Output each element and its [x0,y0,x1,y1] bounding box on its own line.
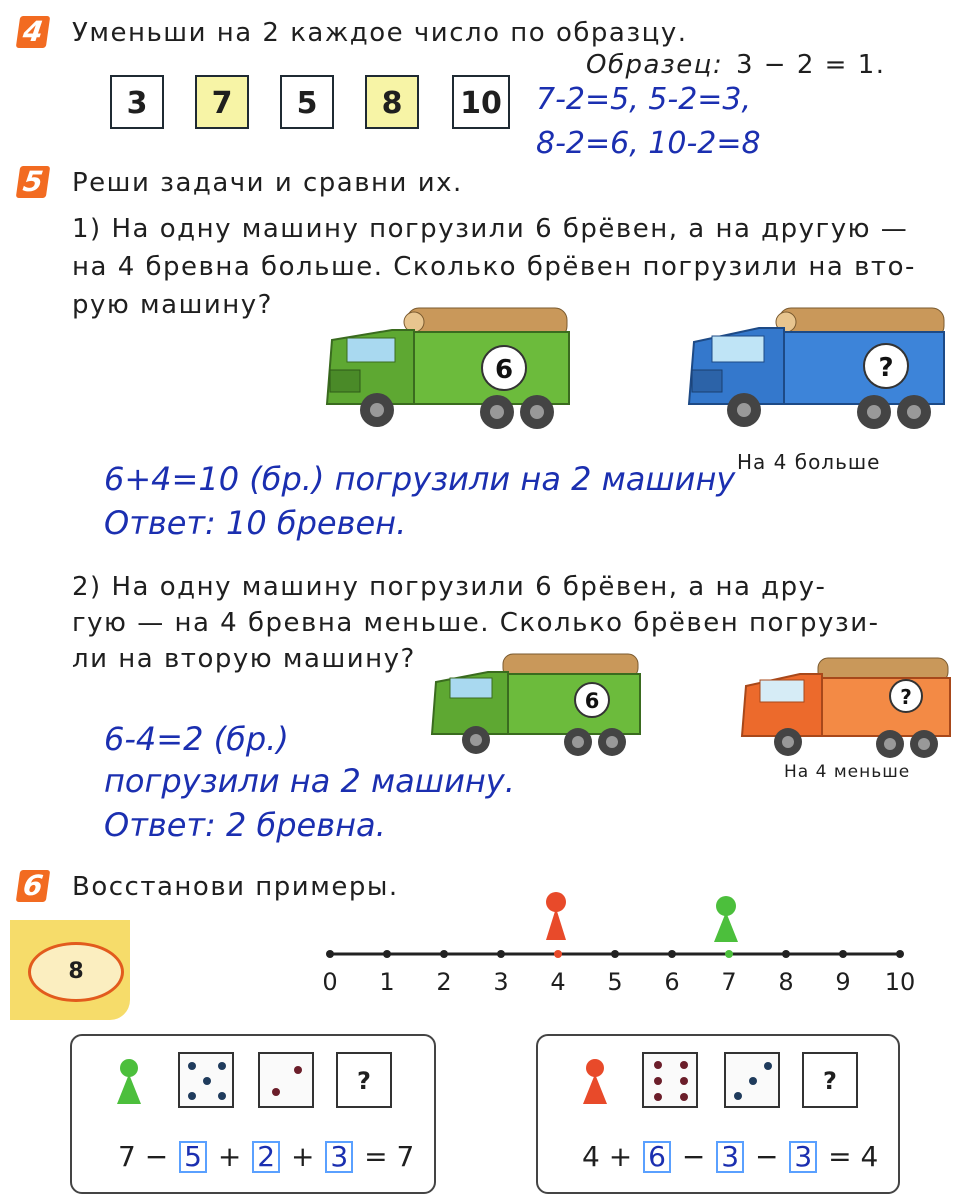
example-card-1 [70,1034,436,1194]
number-box-5: 5 [280,75,334,129]
number-box-3: 3 [110,75,164,129]
number-line-tick [326,950,334,958]
number-line-label: 5 [607,968,623,996]
truck4-label: ? [900,685,912,709]
die-two [258,1052,314,1108]
task6-instruction: Восстанови примеры. [72,872,399,902]
number-line-label: 9 [835,968,851,996]
answer-box[interactable]: 2 [252,1141,280,1173]
green-pawn-icon [714,896,738,942]
red-pawn-icon [546,892,566,940]
answer1-line2: Ответ: 10 бревен. [104,504,407,542]
task-number-6: 6 [16,870,50,902]
task4-instruction: Уменьши на 2 каждое число по образцу. [72,18,688,48]
green-pawn-icon [112,1058,146,1108]
number-line-tick [497,950,505,958]
problem2-line3: ли на вторую машину? [72,644,416,674]
page-tab [10,920,130,1020]
problem2-line2: гую — на 4 бревна меньше. Сколько брёвен погрузи- [72,608,880,638]
answer-box[interactable]: 3 [789,1141,817,1173]
die-three [724,1052,780,1108]
task-number-4: 4 [16,16,50,48]
green-truck-icon [322,300,572,435]
example-expression: 3 − 2 = 1. [736,50,886,80]
equation-2: 4 + 6 − 3 − 3 = 4 [582,1140,879,1173]
answer-box[interactable]: 3 [325,1141,353,1173]
number-line-tick [896,950,904,958]
number-line-label: 7 [721,968,737,996]
blue-truck-icon [684,300,949,435]
number-line-tick [383,950,391,958]
number-line-label: 2 [436,968,452,996]
green-truck-small-icon [428,648,643,760]
answer-box[interactable]: 6 [643,1141,671,1173]
truck2-label: ? [878,353,894,383]
answer2-line1: 6-4=2 (бр.) [104,720,289,758]
die-six [642,1052,698,1108]
number-line-tick [554,950,562,958]
truck3-label: 6 [584,689,600,713]
number-line-label: 3 [493,968,509,996]
number-line [320,888,920,968]
problem1-line1: 1) На одну машину погрузили 6 брёвен, а на другую — [72,214,909,244]
answer-box[interactable]: 5 [179,1141,207,1173]
task4-answer-line2: 8-2=6, 10-2=8 [536,126,761,161]
answer-box[interactable]: 3 [716,1141,744,1173]
number-line-tick [839,950,847,958]
number-line-label: 1 [379,968,395,996]
number-line-tick [611,950,619,958]
example-card-2 [536,1034,900,1194]
caption-less: На 4 меньше [784,762,911,782]
problem1-line3: рую машину? [72,290,273,320]
problem1-line2: на 4 бревна больше. Сколько брёвен погрузили на вто- [72,252,916,282]
number-line-label: 8 [778,968,794,996]
task4-answer-line1: 7-2=5, 5-2=3, [536,82,752,117]
number-line-tick [782,950,790,958]
number-line-tick [668,950,676,958]
number-line-tick [440,950,448,958]
number-box-10: 10 [452,75,510,129]
die-five [178,1052,234,1108]
number-line-label: 6 [664,968,680,996]
answer2-line3: Ответ: 2 бревна. [104,806,386,844]
example-label: Образец: [586,50,724,80]
task5-instruction: Реши задачи и сравни их. [72,168,463,198]
orange-truck-icon [738,652,953,760]
equation-1: 7 − 5 + 2 + 3 = 7 [118,1140,415,1173]
number-line-tick [725,950,733,958]
task-number-5: 5 [16,166,50,198]
truck1-label: 6 [494,355,514,385]
question-box: ? [336,1052,392,1108]
number-line-label: 4 [550,968,566,996]
number-box-8: 8 [365,75,419,129]
red-pawn-icon [578,1058,612,1108]
answer1-line1: 6+4=10 (бр.) погрузили на 2 машину [104,460,736,498]
number-box-7: 7 [195,75,249,129]
problem2-line1: 2) На одну машину погрузили 6 брёвен, а на дру- [72,572,827,602]
caption-more: На 4 больше [737,450,881,474]
number-line-label: 10 [884,968,916,996]
answer2-line2: погрузили на 2 машину. [104,762,515,800]
question-box: ? [802,1052,858,1108]
page-number: 8 [28,942,124,1002]
number-line-label: 0 [322,968,338,996]
